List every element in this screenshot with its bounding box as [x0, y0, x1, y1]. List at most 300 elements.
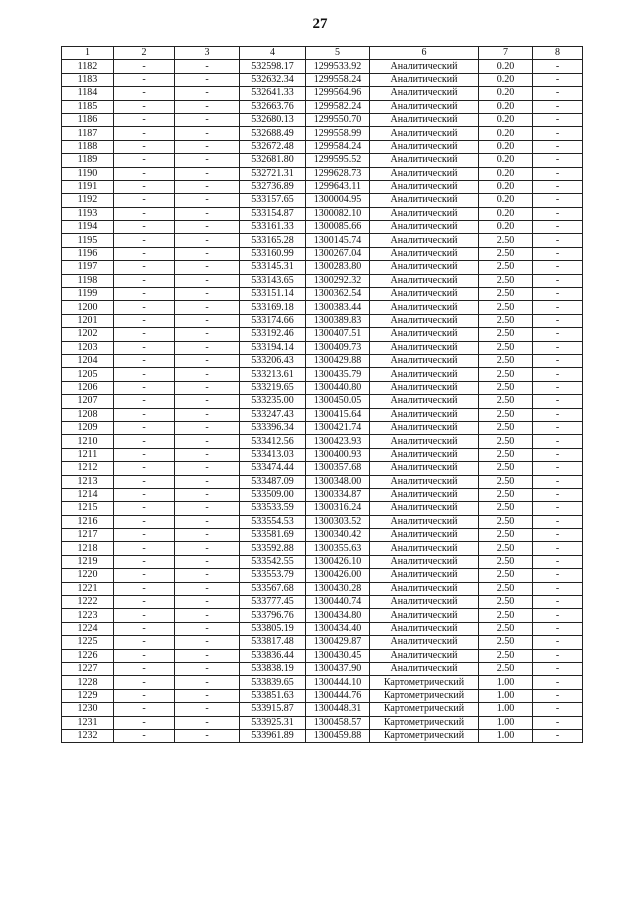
y-coordinate-cell: 1300444.10 [306, 676, 370, 689]
method-cell: Аналитический [370, 180, 479, 193]
column-header: 5 [306, 47, 370, 60]
accuracy-cell: 1.00 [479, 729, 533, 742]
accuracy-cell: 2.50 [479, 515, 533, 528]
col3-cell: - [175, 354, 240, 367]
method-cell: Аналитический [370, 475, 479, 488]
point-number-cell: 1232 [62, 729, 114, 742]
method-cell: Аналитический [370, 435, 479, 448]
y-coordinate-cell: 1300303.52 [306, 515, 370, 528]
accuracy-cell: 2.50 [479, 475, 533, 488]
accuracy-cell: 2.50 [479, 234, 533, 247]
col8-cell: - [533, 676, 583, 689]
accuracy-cell: 0.20 [479, 167, 533, 180]
accuracy-cell: 2.50 [479, 354, 533, 367]
method-cell: Аналитический [370, 662, 479, 675]
y-coordinate-cell: 1300448.31 [306, 703, 370, 716]
method-cell: Аналитический [370, 194, 479, 207]
x-coordinate-cell: 532736.89 [240, 180, 306, 193]
accuracy-cell: 1.00 [479, 703, 533, 716]
x-coordinate-cell: 532681.80 [240, 154, 306, 167]
col8-cell: - [533, 167, 583, 180]
col2-cell: - [114, 314, 175, 327]
x-coordinate-cell: 533235.00 [240, 395, 306, 408]
col8-cell: - [533, 261, 583, 274]
method-cell: Аналитический [370, 488, 479, 501]
table-row [62, 167, 583, 180]
col8-cell: - [533, 247, 583, 260]
accuracy-cell: 0.20 [479, 140, 533, 153]
point-number-cell: 1186 [62, 113, 114, 126]
col3-cell: - [175, 395, 240, 408]
col3-cell: - [175, 502, 240, 515]
x-coordinate-cell: 533581.69 [240, 529, 306, 542]
col8-cell: - [533, 221, 583, 234]
method-cell: Аналитический [370, 154, 479, 167]
x-coordinate-cell: 533554.53 [240, 515, 306, 528]
column-header: 8 [533, 47, 583, 60]
method-cell: Аналитический [370, 622, 479, 635]
point-number-cell: 1216 [62, 515, 114, 528]
point-number-cell: 1183 [62, 73, 114, 86]
table-row [62, 341, 583, 354]
col8-cell: - [533, 194, 583, 207]
x-coordinate-cell: 533151.14 [240, 288, 306, 301]
col2-cell: - [114, 288, 175, 301]
table-row [62, 395, 583, 408]
col2-cell: - [114, 475, 175, 488]
col2-cell: - [114, 73, 175, 86]
col2-cell: - [114, 247, 175, 260]
y-coordinate-cell: 1300409.73 [306, 341, 370, 354]
table-row [62, 435, 583, 448]
point-number-cell: 1212 [62, 462, 114, 475]
table-row [62, 689, 583, 702]
accuracy-cell: 2.50 [479, 395, 533, 408]
method-cell: Аналитический [370, 609, 479, 622]
page-number: 27 [312, 16, 328, 32]
table-row [62, 301, 583, 314]
y-coordinate-cell: 1300082.10 [306, 207, 370, 220]
point-number-cell: 1207 [62, 395, 114, 408]
method-cell: Аналитический [370, 167, 479, 180]
col3-cell: - [175, 542, 240, 555]
y-coordinate-cell: 1300459.88 [306, 729, 370, 742]
x-coordinate-cell: 533206.43 [240, 354, 306, 367]
accuracy-cell: 2.50 [479, 448, 533, 461]
col2-cell: - [114, 381, 175, 394]
col3-cell: - [175, 100, 240, 113]
method-cell: Аналитический [370, 127, 479, 140]
column-header: 6 [370, 47, 479, 60]
table-row [62, 462, 583, 475]
col8-cell: - [533, 113, 583, 126]
table-row [62, 582, 583, 595]
table-row [62, 448, 583, 461]
accuracy-cell: 0.20 [479, 221, 533, 234]
x-coordinate-cell: 532663.76 [240, 100, 306, 113]
table-row [62, 140, 583, 153]
col2-cell: - [114, 636, 175, 649]
y-coordinate-cell: 1300426.10 [306, 555, 370, 568]
col2-cell: - [114, 488, 175, 501]
y-coordinate-cell: 1300389.83 [306, 314, 370, 327]
col3-cell: - [175, 649, 240, 662]
col3-cell: - [175, 609, 240, 622]
point-number-cell: 1225 [62, 636, 114, 649]
y-coordinate-cell: 1300316.24 [306, 502, 370, 515]
col3-cell: - [175, 475, 240, 488]
col2-cell: - [114, 662, 175, 675]
table-row [62, 636, 583, 649]
col3-cell: - [175, 596, 240, 609]
table-row [62, 515, 583, 528]
col8-cell: - [533, 60, 583, 73]
x-coordinate-cell: 533487.09 [240, 475, 306, 488]
x-coordinate-cell: 533961.89 [240, 729, 306, 742]
x-coordinate-cell: 533836.44 [240, 649, 306, 662]
table-header-row [62, 47, 583, 60]
accuracy-cell: 2.50 [479, 341, 533, 354]
y-coordinate-cell: 1299595.52 [306, 154, 370, 167]
accuracy-cell: 0.20 [479, 180, 533, 193]
y-coordinate-cell: 1300415.64 [306, 408, 370, 421]
col3-cell: - [175, 448, 240, 461]
x-coordinate-cell: 532672.48 [240, 140, 306, 153]
y-coordinate-cell: 1300362.54 [306, 288, 370, 301]
point-number-cell: 1197 [62, 261, 114, 274]
point-number-cell: 1201 [62, 314, 114, 327]
method-cell: Аналитический [370, 113, 479, 126]
col3-cell: - [175, 676, 240, 689]
accuracy-cell: 2.50 [479, 542, 533, 555]
col2-cell: - [114, 421, 175, 434]
col3-cell: - [175, 140, 240, 153]
accuracy-cell: 2.50 [479, 435, 533, 448]
x-coordinate-cell: 533194.14 [240, 341, 306, 354]
x-coordinate-cell: 533396.34 [240, 421, 306, 434]
col3-cell: - [175, 462, 240, 475]
accuracy-cell: 2.50 [479, 381, 533, 394]
x-coordinate-cell: 533925.31 [240, 716, 306, 729]
y-coordinate-cell: 1299533.92 [306, 60, 370, 73]
method-cell: Аналитический [370, 555, 479, 568]
method-cell: Аналитический [370, 234, 479, 247]
column-header: 1 [62, 47, 114, 60]
col2-cell: - [114, 622, 175, 635]
col3-cell: - [175, 689, 240, 702]
x-coordinate-cell: 533154.87 [240, 207, 306, 220]
col2-cell: - [114, 703, 175, 716]
table-row [62, 381, 583, 394]
table-row [62, 649, 583, 662]
x-coordinate-cell: 533777.45 [240, 596, 306, 609]
method-cell: Аналитический [370, 100, 479, 113]
y-coordinate-cell: 1300145.74 [306, 234, 370, 247]
col3-cell: - [175, 529, 240, 542]
col8-cell: - [533, 234, 583, 247]
accuracy-cell: 0.20 [479, 73, 533, 86]
table-row [62, 622, 583, 635]
col8-cell: - [533, 274, 583, 287]
point-number-cell: 1211 [62, 448, 114, 461]
table-row [62, 221, 583, 234]
point-number-cell: 1209 [62, 421, 114, 434]
accuracy-cell: 0.20 [479, 194, 533, 207]
point-number-cell: 1184 [62, 87, 114, 100]
point-number-cell: 1215 [62, 502, 114, 515]
x-coordinate-cell: 533165.28 [240, 234, 306, 247]
point-number-cell: 1192 [62, 194, 114, 207]
x-coordinate-cell: 533553.79 [240, 569, 306, 582]
y-coordinate-cell: 1299582.24 [306, 100, 370, 113]
col8-cell: - [533, 488, 583, 501]
col3-cell: - [175, 729, 240, 742]
col2-cell: - [114, 167, 175, 180]
point-number-cell: 1214 [62, 488, 114, 501]
point-number-cell: 1203 [62, 341, 114, 354]
col2-cell: - [114, 261, 175, 274]
col3-cell: - [175, 408, 240, 421]
table-row [62, 676, 583, 689]
method-cell: Аналитический [370, 582, 479, 595]
col8-cell: - [533, 689, 583, 702]
y-coordinate-cell: 1300426.00 [306, 569, 370, 582]
table-row [62, 542, 583, 555]
point-number-cell: 1189 [62, 154, 114, 167]
col8-cell: - [533, 341, 583, 354]
col8-cell: - [533, 448, 583, 461]
x-coordinate-cell: 533161.33 [240, 221, 306, 234]
col8-cell: - [533, 127, 583, 140]
x-coordinate-cell: 533213.61 [240, 368, 306, 381]
table-body [62, 60, 583, 743]
accuracy-cell: 2.50 [479, 649, 533, 662]
table-row [62, 234, 583, 247]
x-coordinate-cell: 533143.65 [240, 274, 306, 287]
accuracy-cell: 2.50 [479, 622, 533, 635]
y-coordinate-cell: 1300429.88 [306, 354, 370, 367]
point-number-cell: 1217 [62, 529, 114, 542]
method-cell: Аналитический [370, 274, 479, 287]
col8-cell: - [533, 180, 583, 193]
x-coordinate-cell: 533412.56 [240, 435, 306, 448]
col3-cell: - [175, 194, 240, 207]
col8-cell: - [533, 368, 583, 381]
col3-cell: - [175, 555, 240, 568]
col8-cell: - [533, 314, 583, 327]
point-number-cell: 1228 [62, 676, 114, 689]
col8-cell: - [533, 100, 583, 113]
col8-cell: - [533, 395, 583, 408]
method-cell: Аналитический [370, 60, 479, 73]
x-coordinate-cell: 532598.17 [240, 60, 306, 73]
accuracy-cell: 2.50 [479, 328, 533, 341]
table-row [62, 703, 583, 716]
col8-cell: - [533, 662, 583, 675]
accuracy-cell: 2.50 [479, 274, 533, 287]
y-coordinate-cell: 1300444.76 [306, 689, 370, 702]
column-header: 3 [175, 47, 240, 60]
table-row [62, 421, 583, 434]
table-row [62, 180, 583, 193]
x-coordinate-cell: 533542.55 [240, 555, 306, 568]
point-number-cell: 1182 [62, 60, 114, 73]
method-cell: Аналитический [370, 636, 479, 649]
col2-cell: - [114, 689, 175, 702]
x-coordinate-cell: 532641.33 [240, 87, 306, 100]
col3-cell: - [175, 381, 240, 394]
point-number-cell: 1205 [62, 368, 114, 381]
y-coordinate-cell: 1300437.90 [306, 662, 370, 675]
table-row [62, 328, 583, 341]
col3-cell: - [175, 421, 240, 434]
col3-cell: - [175, 636, 240, 649]
accuracy-cell: 2.50 [479, 662, 533, 675]
x-coordinate-cell: 532680.13 [240, 113, 306, 126]
y-coordinate-cell: 1300348.00 [306, 475, 370, 488]
y-coordinate-cell: 1300383.44 [306, 301, 370, 314]
col8-cell: - [533, 462, 583, 475]
point-number-cell: 1202 [62, 328, 114, 341]
y-coordinate-cell: 1300423.93 [306, 435, 370, 448]
x-coordinate-cell: 533796.76 [240, 609, 306, 622]
point-number-cell: 1221 [62, 582, 114, 595]
col3-cell: - [175, 622, 240, 635]
accuracy-cell: 0.20 [479, 154, 533, 167]
method-cell: Аналитический [370, 87, 479, 100]
y-coordinate-cell: 1299558.24 [306, 73, 370, 86]
table-row [62, 60, 583, 73]
table-row [62, 314, 583, 327]
col3-cell: - [175, 582, 240, 595]
method-cell: Аналитический [370, 381, 479, 394]
accuracy-cell: 1.00 [479, 716, 533, 729]
method-cell: Аналитический [370, 529, 479, 542]
table-row [62, 408, 583, 421]
col3-cell: - [175, 60, 240, 73]
point-number-cell: 1229 [62, 689, 114, 702]
col2-cell: - [114, 301, 175, 314]
accuracy-cell: 2.50 [479, 569, 533, 582]
col3-cell: - [175, 368, 240, 381]
col3-cell: - [175, 113, 240, 126]
col2-cell: - [114, 729, 175, 742]
x-coordinate-cell: 533915.87 [240, 703, 306, 716]
accuracy-cell: 1.00 [479, 676, 533, 689]
point-number-cell: 1213 [62, 475, 114, 488]
point-number-cell: 1218 [62, 542, 114, 555]
table-row [62, 113, 583, 126]
point-number-cell: 1191 [62, 180, 114, 193]
table-row [62, 274, 583, 287]
y-coordinate-cell: 1300430.45 [306, 649, 370, 662]
point-number-cell: 1224 [62, 622, 114, 635]
col8-cell: - [533, 582, 583, 595]
y-coordinate-cell: 1300400.93 [306, 448, 370, 461]
col8-cell: - [533, 381, 583, 394]
col2-cell: - [114, 555, 175, 568]
col2-cell: - [114, 194, 175, 207]
y-coordinate-cell: 1299628.73 [306, 167, 370, 180]
table-row [62, 247, 583, 260]
accuracy-cell: 2.50 [479, 582, 533, 595]
table-row [62, 662, 583, 675]
col3-cell: - [175, 247, 240, 260]
col3-cell: - [175, 488, 240, 501]
col2-cell: - [114, 542, 175, 555]
accuracy-cell: 2.50 [479, 314, 533, 327]
point-number-cell: 1199 [62, 288, 114, 301]
table-row [62, 502, 583, 515]
method-cell: Картометрический [370, 729, 479, 742]
col8-cell: - [533, 542, 583, 555]
col2-cell: - [114, 180, 175, 193]
table-row [62, 127, 583, 140]
method-cell: Аналитический [370, 314, 479, 327]
col2-cell: - [114, 354, 175, 367]
col8-cell: - [533, 716, 583, 729]
col2-cell: - [114, 87, 175, 100]
table-row [62, 207, 583, 220]
col8-cell: - [533, 636, 583, 649]
col3-cell: - [175, 703, 240, 716]
x-coordinate-cell: 533474.44 [240, 462, 306, 475]
col8-cell: - [533, 555, 583, 568]
col8-cell: - [533, 515, 583, 528]
point-number-cell: 1185 [62, 100, 114, 113]
accuracy-cell: 2.50 [479, 408, 533, 421]
x-coordinate-cell: 533192.46 [240, 328, 306, 341]
point-number-cell: 1227 [62, 662, 114, 675]
method-cell: Аналитический [370, 261, 479, 274]
method-cell: Аналитический [370, 221, 479, 234]
col2-cell: - [114, 274, 175, 287]
col8-cell: - [533, 354, 583, 367]
col3-cell: - [175, 73, 240, 86]
point-number-cell: 1194 [62, 221, 114, 234]
col3-cell: - [175, 127, 240, 140]
col3-cell: - [175, 288, 240, 301]
accuracy-cell: 2.50 [479, 421, 533, 434]
y-coordinate-cell: 1300004.95 [306, 194, 370, 207]
col3-cell: - [175, 261, 240, 274]
col2-cell: - [114, 502, 175, 515]
method-cell: Аналитический [370, 368, 479, 381]
table-row [62, 288, 583, 301]
col8-cell: - [533, 421, 583, 434]
col8-cell: - [533, 301, 583, 314]
accuracy-cell: 0.20 [479, 60, 533, 73]
y-coordinate-cell: 1300435.79 [306, 368, 370, 381]
point-number-cell: 1219 [62, 555, 114, 568]
accuracy-cell: 0.20 [479, 113, 533, 126]
accuracy-cell: 0.20 [479, 100, 533, 113]
col8-cell: - [533, 622, 583, 635]
x-coordinate-cell: 533838.19 [240, 662, 306, 675]
x-coordinate-cell: 533592.88 [240, 542, 306, 555]
point-number-cell: 1187 [62, 127, 114, 140]
accuracy-cell: 2.50 [479, 502, 533, 515]
col8-cell: - [533, 73, 583, 86]
y-coordinate-cell: 1300434.80 [306, 609, 370, 622]
col2-cell: - [114, 221, 175, 234]
col3-cell: - [175, 207, 240, 220]
col2-cell: - [114, 435, 175, 448]
col3-cell: - [175, 180, 240, 193]
method-cell: Аналитический [370, 288, 479, 301]
accuracy-cell: 2.50 [479, 609, 533, 622]
col3-cell: - [175, 716, 240, 729]
